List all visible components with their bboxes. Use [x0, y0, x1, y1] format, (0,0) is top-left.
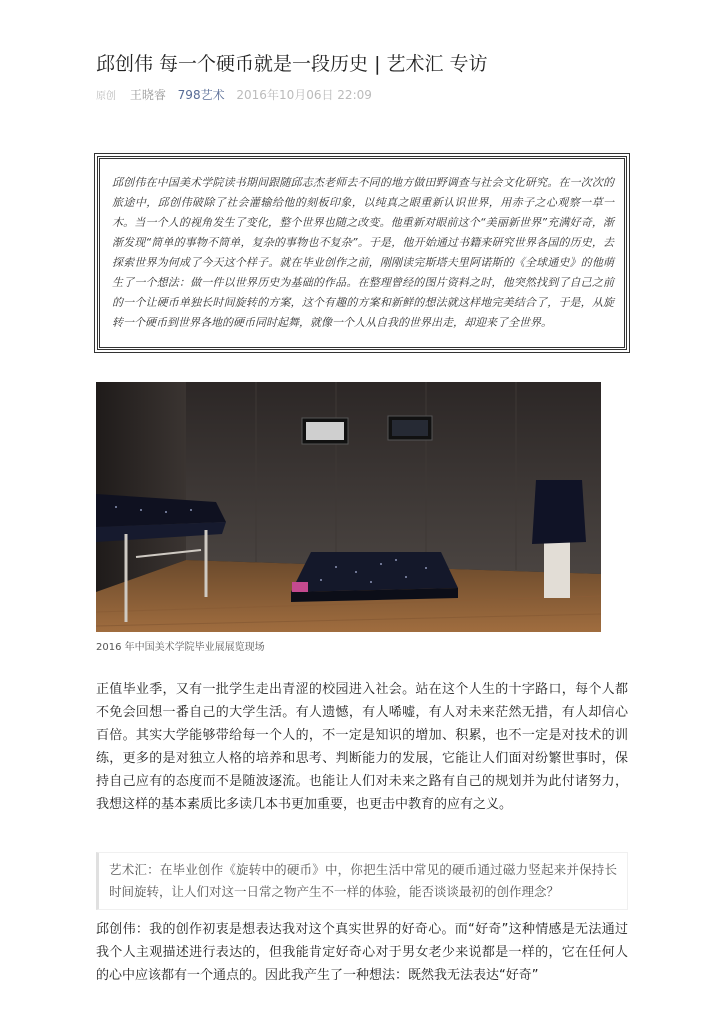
article-title: 邱创伟 每一个硬币就是一段历史 | 艺术汇 专访 [96, 53, 488, 75]
intro-box [97, 156, 627, 350]
body-paragraph-2: 邱创伟：我的创作初衷是想表达我对这个真实世界的好奇心。而“好奇”这种情感是无法通过我个人主观描述进行表达的，但我能肯定好奇心对于男女老少来说都是一样的，它在任何人的心中应该都有一个通点的。因此我产生了一种想法：既然我无法表达“好奇” [96, 922, 628, 983]
article-meta [96, 86, 380, 104]
intro-text: 邱创伟在中国美术学院读书期间跟随邱志杰老师去不同的地方做田野调查与社会文化研究。在一次次的旅途中，邱创伟破除了社会灌输给他的刻板印象，以纯真之眼重新认识世界，用赤子之心观察一草一木。当一个人的视角发生了变化，整个世界也随之改变。他重新对眼前这个“美丽新世界”充满好奇，渐渐发现“简单的事物不简单，复杂的事物也不复杂”。于是，他开始通过书籍来研究世界各国的历史，去探索世界为何成了今天这个样子。就在毕业创作之前，刚刚读完斯塔夫里阿诺斯的《全球通史》的他萌生了一个想法：做一件以世界历史为基础的作品。在整理曾经的图片资料之时，他突然找到了自己之前的一个让硬币单独长时间旋转的方案，这个有趣的方案和新鲜的想法就这样地完美结合了，于是，从旋转一个硬币到世界各地的硬币同时起舞，就像一个人从自我的世界出走，却迎来了全世界。 [112, 176, 614, 329]
interview-question-box [96, 852, 628, 910]
author-name: 王晓睿 [129, 88, 166, 102]
account-link[interactable]: 798艺术 [177, 88, 225, 102]
original-tag: 原创 [96, 91, 116, 102]
exhibition-photo [96, 382, 601, 632]
body-paragraph-1: 正值毕业季，又有一批学生走出青涩的校园进入社会。站在这个人生的十字路口，每个人都不免会回想一番自己的大学生活。有人遗憾，有人唏嘘，有人对未来茫然无措，有人却信心百倍。其实大学能够带给每一个人的，不一定是知识的增加、积累，也不一定是对技术的训练，更多的是对独立人格的培养和思考、判断能力的发展，它能让人们面对纷繁世事时，保持自己应有的态度而不是随波逐流。也能让人们对未来之路有自己的规划并为此付诸努力，我想这样的基本素质比多读几本书更加重要，也更击中教育的应有之义。 [96, 682, 628, 812]
interview-question: 艺术汇：在毕业创作《旋转中的硬币》中，你把生活中常见的硬币通过磁力竖起来并保持长时间旋转，让人们对这一日常之物产生不一样的体验，能否谈谈最初的创作理念？ [109, 862, 617, 899]
publish-date: 2016年10月06日 22:09 [236, 88, 372, 102]
photo-caption: 2016 年中国美术学院毕业展展览现场 [96, 642, 265, 653]
